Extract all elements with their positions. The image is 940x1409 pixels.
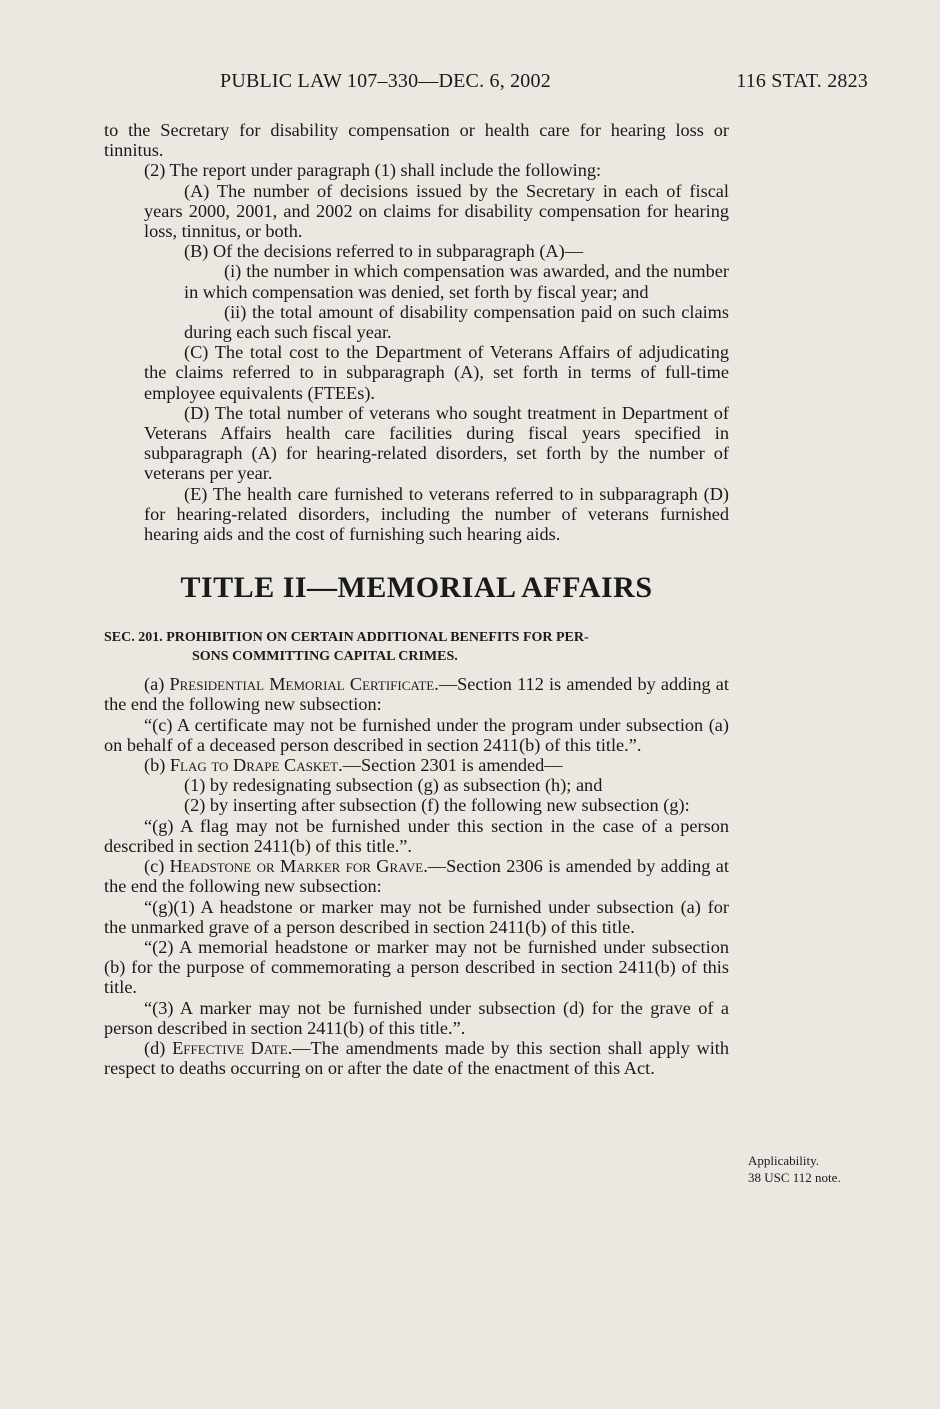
subparagraph-b: (B) Of the decisions referred to in subparagraph (A)— [184,241,584,262]
clause-b-i: (i) the number in which compensation was awarded, and the number in which compensation was denied, set forth by fiscal year; and [184,261,729,302]
subsection-b-label: (b) [144,755,170,776]
subsection-b-quote: “(g) A flag may not be furnished under this section in the case of a person described in section 2411(b) of this title.”. [104,815,729,856]
section-heading-line-2: SONS COMMITTING CAPITAL CRIMES. [192,649,458,665]
title-heading: TITLE II—MEMORIAL AFFAIRS [180,571,653,605]
subsection-c-quote-1: “(g)(1) A headstone or marker may not be furnished under subsection (a) for the unmarked grave of a person described in section 2411(b) of this title. [104,896,729,937]
subsection-b-item-2: (2) by inserting after subsection (f) the following new subsection (g): [184,795,690,816]
subsection-c [104,856,729,896]
margin-note-line-1: Applicability. [748,1153,820,1168]
subsection-d-text: .—The amendments made by this section shall apply with respect to deaths occurring on or after the date of the enactment of this Act. [104,1037,729,1079]
subsection-b-caption: Flag to Drape Casket [169,755,339,776]
page-header [0,70,940,98]
subsection-c-quote-2: “(2) A memorial headstone or marker may not be furnished under subsection (b) for the purpose of commemorating a person described in section 2411(b) of this title. [104,936,729,998]
paragraph-continuation: to the Secretary for disability compensation or health care for hearing loss or tinnitus. [104,120,729,161]
subsection-c-caption: Headstone or Marker for Grave [169,856,424,877]
subsection-a-caption: Presidential Memorial Certificate [169,674,435,695]
subsection-a-text: .—Section 112 is amended by adding at the end the following new subsection: [104,674,729,715]
margin-note [748,1152,841,1186]
subsection-a [104,674,729,714]
body-text [104,120,729,1078]
subparagraph-e: (E) The health care furnished to veterans referred to in subparagraph (D) for hearing-related disorders, including the number of veterans furnished hearing aids and the cost of furnishing such hearing aids. [144,483,729,545]
subsection-d [104,1038,729,1078]
stat-page-number: 116 STAT. 2823 [736,70,868,92]
subsection-a-label: (a) [144,674,170,695]
section-heading-line-1: SEC. 201. PROHIBITION ON CERTAIN ADDITIONAL BENEFITS FOR PER- [104,630,589,646]
subsection-c-quote-3: “(3) A marker may not be furnished under subsection (d) for the grave of a person described in section 2411(b) of this title.”. [104,997,729,1038]
subsection-b-text: .—Section 2301 is amended— [338,755,563,776]
subparagraph-d: (D) The total number of veterans who sought treatment in Department of Veterans Affairs health care facilities during fiscal years specified in subparagraph (A) for hearing-related disorders, set forth by the number of veterans per year. [144,402,729,484]
subparagraph-a: (A) The number of decisions issued by the Secretary in each of fiscal years 2000, 2001, and 2002 on claims for disability compensation for hearing loss, tinnitus, or both. [144,180,729,242]
subsection-d-caption: Effective Date [172,1037,288,1058]
paragraph-2: (2) The report under paragraph (1) shall include the following: [144,160,602,181]
clause-b-ii: (ii) the total amount of disability compensation paid on such claims during each such fiscal year. [184,301,729,343]
subsection-c-label: (c) [144,856,170,877]
subsection-b-item-1: (1) by redesignating subsection (g) as subsection (h); and [184,775,603,796]
subparagraph-c: (C) The total cost to the Department of Veterans Affairs of adjudicating the claims referred to in subparagraph (A), set forth in terms of full-time employee equivalents (FTEEs). [144,342,729,403]
running-title: PUBLIC LAW 107–330—DEC. 6, 2002 [220,70,551,92]
subsection-b [104,755,729,775]
subsection-c-text: .—Section 2306 is amended by adding at the end the following new subsection: [104,856,729,897]
margin-note-line-2: 38 USC 112 note. [748,1170,841,1185]
subsection-d-label: (d) [144,1037,173,1058]
subsection-a-quote: “(c) A certificate may not be furnished under the program under subsection (a) on behalf of a deceased person described in section 2411(b) of this title.”. [104,714,729,755]
section-heading [104,628,729,666]
